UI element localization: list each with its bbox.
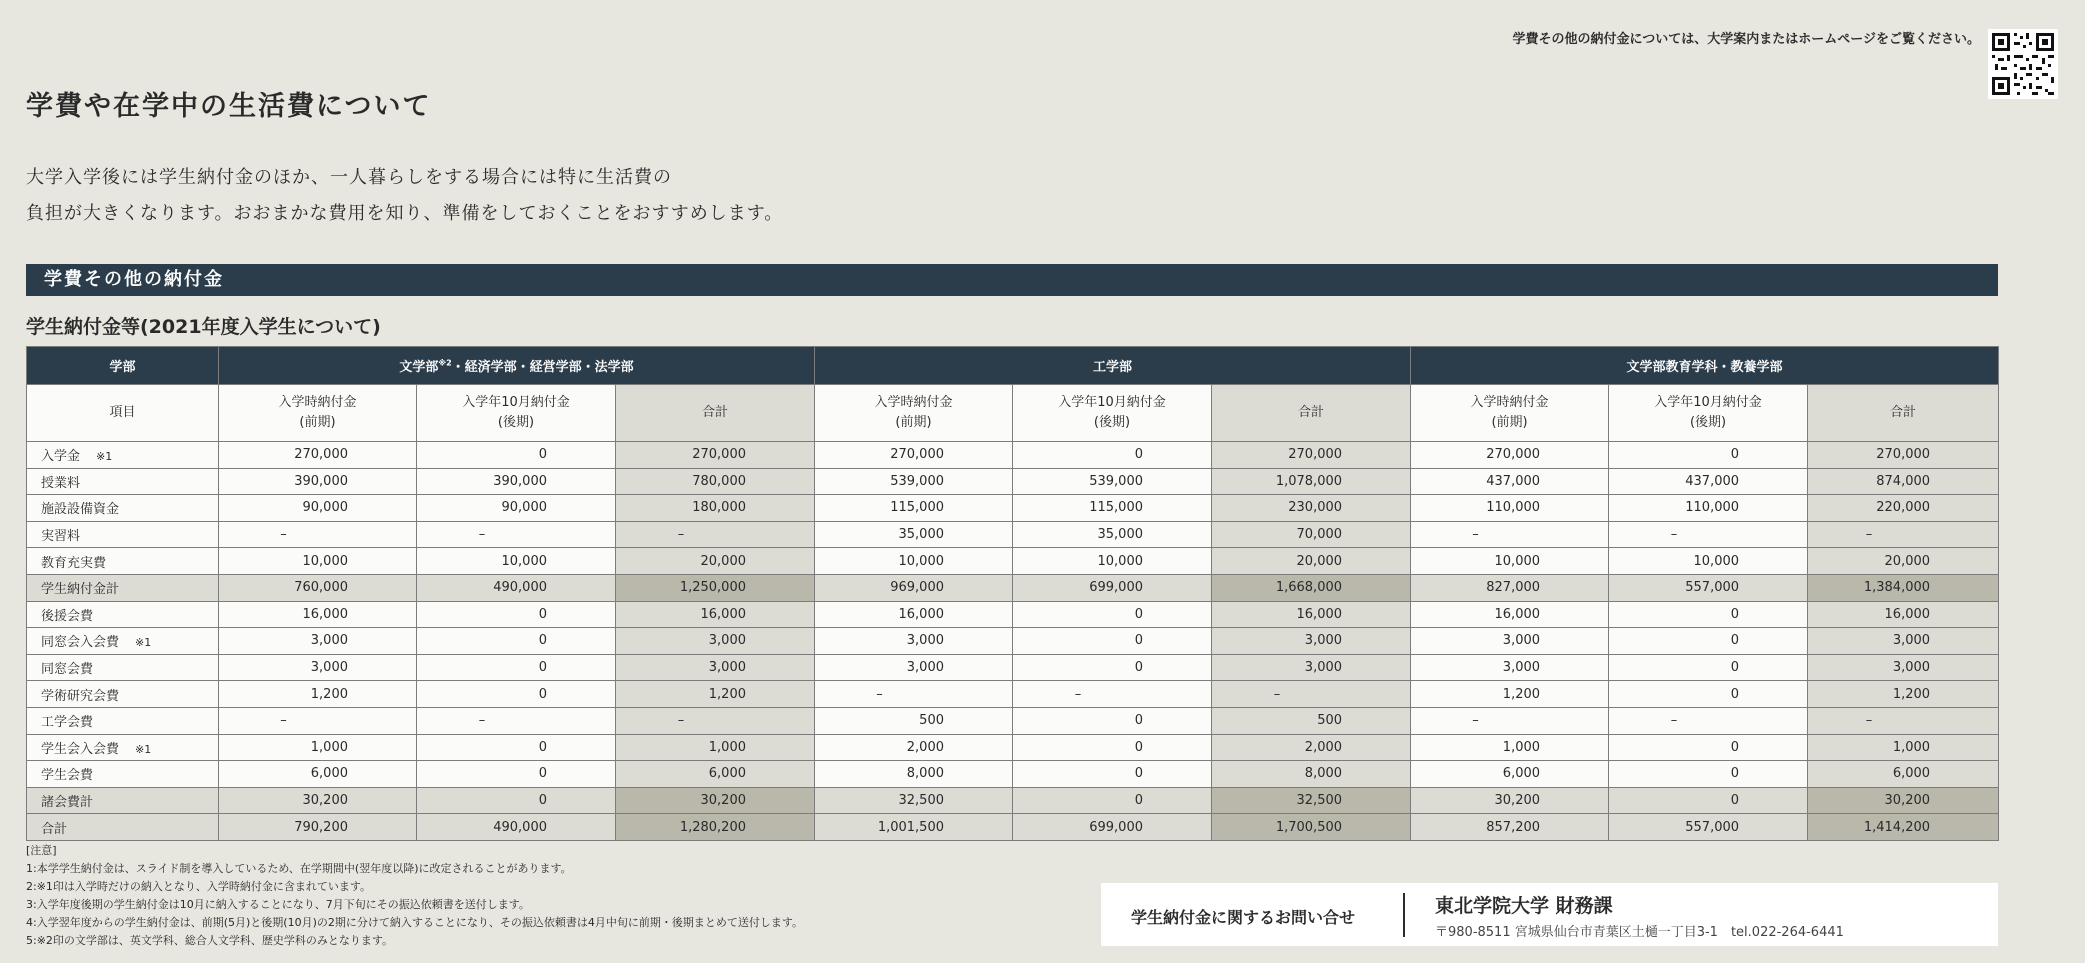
table-cell: 70,000 xyxy=(1212,521,1411,548)
note-line: 1:本学学生納付金は、スライド制を導入しているため、在学期間中(翌年度以降)に改定されることがあります。 xyxy=(26,862,572,875)
row-label: 同窓会費 xyxy=(27,654,219,681)
table-cell: 6,000 xyxy=(1411,761,1609,788)
table-cell: 0 xyxy=(1609,787,1808,814)
fee-table xyxy=(26,346,1999,841)
table-row xyxy=(27,521,1999,548)
table-cell: 1,000 xyxy=(219,734,417,761)
table-cell: 490,000 xyxy=(417,814,616,841)
table-cell: – xyxy=(1808,521,1999,548)
table-cell: 500 xyxy=(1212,707,1411,734)
entry-header: 入学時納付金 (前期) xyxy=(815,385,1013,442)
table-cell: 3,000 xyxy=(219,654,417,681)
table-cell: 1,001,500 xyxy=(815,814,1013,841)
table-cell: 16,000 xyxy=(219,601,417,628)
table-cell: 390,000 xyxy=(219,468,417,495)
table-cell: – xyxy=(1212,681,1411,708)
table-row xyxy=(27,628,1999,655)
total-header: 合計 xyxy=(1212,385,1411,442)
table-cell: 110,000 xyxy=(1411,495,1609,522)
note-line: 5:※2印の文学部は、英文学科、総合人文学科、歴史学科のみとなります。 xyxy=(26,934,394,947)
table-cell: – xyxy=(219,707,417,734)
table-cell: 30,200 xyxy=(219,787,417,814)
table-cell: 6,000 xyxy=(616,761,815,788)
contact-label: 学生納付金に関するお問い合せ xyxy=(1131,908,1356,927)
table-row xyxy=(27,495,1999,522)
table-cell: 437,000 xyxy=(1411,468,1609,495)
row-label: 工学会費 xyxy=(27,707,219,734)
table-cell: 0 xyxy=(417,681,616,708)
table-cell: 0 xyxy=(1013,601,1212,628)
table-cell: 0 xyxy=(417,761,616,788)
table-cell: – xyxy=(1013,681,1212,708)
table-cell: 10,000 xyxy=(1609,548,1808,575)
table-cell: 16,000 xyxy=(1411,601,1609,628)
table-row xyxy=(27,814,1999,841)
table-cell: 32,500 xyxy=(815,787,1013,814)
table-cell: 0 xyxy=(417,654,616,681)
table-cell: – xyxy=(219,521,417,548)
table-row xyxy=(27,574,1999,601)
intro-line: 負担が大きくなります。おおまかな費用を知り、準備をしておくことをおすすめします。 xyxy=(26,203,784,224)
table-cell: 35,000 xyxy=(1013,521,1212,548)
row-label: 後援会費 xyxy=(27,601,219,628)
table-row xyxy=(27,787,1999,814)
table-row xyxy=(27,681,1999,708)
table-cell: 827,000 xyxy=(1411,574,1609,601)
table-cell: – xyxy=(1808,707,1999,734)
row-label: 学生会入会費 ※1 xyxy=(27,734,219,761)
table-cell: 1,000 xyxy=(1411,734,1609,761)
table-cell: 1,200 xyxy=(1411,681,1609,708)
table-cell: – xyxy=(1411,521,1609,548)
october-header: 入学年10月納付金 (後期) xyxy=(1609,385,1808,442)
table-cell: 539,000 xyxy=(1013,468,1212,495)
table-cell: 0 xyxy=(1013,628,1212,655)
row-label: 学生納付金計 xyxy=(27,574,219,601)
table-row xyxy=(27,601,1999,628)
table-cell: 790,200 xyxy=(219,814,417,841)
table-cell: 0 xyxy=(1609,734,1808,761)
table-cell: 3,000 xyxy=(219,628,417,655)
total-header: 合計 xyxy=(1808,385,1999,442)
table-cell: 20,000 xyxy=(616,548,815,575)
table-cell: – xyxy=(1609,707,1808,734)
notes xyxy=(26,842,803,950)
table-cell: 16,000 xyxy=(1212,601,1411,628)
table-cell: – xyxy=(1609,521,1808,548)
note-mark: ※1 xyxy=(96,450,113,464)
table-cell: 270,000 xyxy=(815,442,1013,469)
table-cell: 1,000 xyxy=(616,734,815,761)
table-cell: 16,000 xyxy=(616,601,815,628)
table-cell: 0 xyxy=(417,442,616,469)
row-label: 学術研究会費 xyxy=(27,681,219,708)
table-cell: – xyxy=(417,521,616,548)
table-cell: 30,200 xyxy=(1808,787,1999,814)
table-cell: 10,000 xyxy=(1411,548,1609,575)
table-cell: 699,000 xyxy=(1013,814,1212,841)
table-cell: 1,280,200 xyxy=(616,814,815,841)
contact-org: 東北学院大学 財務課 xyxy=(1435,895,1613,917)
table-cell: 0 xyxy=(417,601,616,628)
row-label: 諸会費計 xyxy=(27,787,219,814)
table-cell: 90,000 xyxy=(219,495,417,522)
table-cell: 0 xyxy=(1609,628,1808,655)
table-cell: 0 xyxy=(1609,761,1808,788)
table-cell: – xyxy=(1411,707,1609,734)
table-cell: 16,000 xyxy=(1808,601,1999,628)
top-note: 学費その他の納付金については、大学案内またはホームページをご覧ください。 xyxy=(1512,32,1980,47)
table-cell: 90,000 xyxy=(417,495,616,522)
table-cell: 8,000 xyxy=(815,761,1013,788)
table-cell: 2,000 xyxy=(815,734,1013,761)
row-label: 授業料 xyxy=(27,468,219,495)
table-cell: 3,000 xyxy=(1212,628,1411,655)
table-cell: 6,000 xyxy=(1808,761,1999,788)
row-label: 合計 xyxy=(27,814,219,841)
intro-text xyxy=(26,160,783,232)
table-cell: – xyxy=(417,707,616,734)
table-cell: 32,500 xyxy=(1212,787,1411,814)
intro-line: 大学入学後には学生納付金のほか、一人暮らしをする場合には特に生活費の xyxy=(26,167,672,188)
table-cell: – xyxy=(815,681,1013,708)
group-header: 工学部 xyxy=(815,347,1411,385)
table-cell: 8,000 xyxy=(1212,761,1411,788)
table-cell: 0 xyxy=(417,787,616,814)
table-cell: 110,000 xyxy=(1609,495,1808,522)
table-cell: 3,000 xyxy=(815,654,1013,681)
table-cell: 1,668,000 xyxy=(1212,574,1411,601)
section-band: 学費その他の納付金 xyxy=(26,264,1998,296)
table-row xyxy=(27,468,1999,495)
table-cell: 0 xyxy=(1013,654,1212,681)
table-cell: 35,000 xyxy=(815,521,1013,548)
note-mark: ※1 xyxy=(135,742,152,756)
table-cell: 539,000 xyxy=(815,468,1013,495)
october-header: 入学年10月納付金 (後期) xyxy=(417,385,616,442)
table-cell: 20,000 xyxy=(1808,548,1999,575)
table-cell: 20,000 xyxy=(1212,548,1411,575)
note-line: 4:入学翌年度からの学生納付金は、前期(5月)と後期(10月)の2期に分けて納入することになり、その振込依頼書は4月中旬に前期・後期まとめて送付します。 xyxy=(26,916,803,929)
table-cell: 1,384,000 xyxy=(1808,574,1999,601)
total-header: 合計 xyxy=(616,385,815,442)
table-cell: 2,000 xyxy=(1212,734,1411,761)
table-cell: 0 xyxy=(1013,707,1212,734)
page-title: 学費や在学中の生活費について xyxy=(26,91,432,122)
table-cell: 1,200 xyxy=(616,681,815,708)
table-cell: 1,000 xyxy=(1808,734,1999,761)
note-line: 2:※1印は入学時だけの納入となり、入学時納付金に含まれています。 xyxy=(26,880,372,893)
contact-address: 〒980-8511 宮城県仙台市青葉区土樋一丁目3-1 tel.022-264-6441 xyxy=(1435,925,1844,940)
table-cell: 1,200 xyxy=(219,681,417,708)
table-cell: 3,000 xyxy=(1411,654,1609,681)
table-cell: 270,000 xyxy=(219,442,417,469)
table-cell: 969,000 xyxy=(815,574,1013,601)
table-cell: 230,000 xyxy=(1212,495,1411,522)
item-header: 項目 xyxy=(27,385,219,442)
table-cell: 874,000 xyxy=(1808,468,1999,495)
table-row xyxy=(27,548,1999,575)
table-row xyxy=(27,734,1999,761)
table-cell: 1,078,000 xyxy=(1212,468,1411,495)
table-cell: – xyxy=(616,707,815,734)
table-cell: 0 xyxy=(417,734,616,761)
table-cell: – xyxy=(616,521,815,548)
table-cell: 1,250,000 xyxy=(616,574,815,601)
table-cell: 500 xyxy=(815,707,1013,734)
group-header: 文学部$^{※2}$・経済学部・経営学部・法学部 xyxy=(219,347,815,385)
table-cell: 16,000 xyxy=(815,601,1013,628)
table-cell: 760,000 xyxy=(219,574,417,601)
table-cell: 3,000 xyxy=(815,628,1013,655)
row-label: 学生会費 xyxy=(27,761,219,788)
table-row xyxy=(27,442,1999,469)
table-cell: 0 xyxy=(1609,681,1808,708)
table-cell: 390,000 xyxy=(417,468,616,495)
table-cell: 0 xyxy=(1609,442,1808,469)
table-cell: 3,000 xyxy=(616,654,815,681)
table-cell: 557,000 xyxy=(1609,574,1808,601)
table-cell: 115,000 xyxy=(1013,495,1212,522)
table-cell: 10,000 xyxy=(815,548,1013,575)
table-row xyxy=(27,654,1999,681)
table-cell: 3,000 xyxy=(1808,628,1999,655)
table-cell: 270,000 xyxy=(1808,442,1999,469)
entry-header: 入学時納付金 (前期) xyxy=(219,385,417,442)
table-row xyxy=(27,707,1999,734)
row-label: 実習料 xyxy=(27,521,219,548)
contact-box xyxy=(1101,883,1998,946)
table-cell: 180,000 xyxy=(616,495,815,522)
table-cell: 10,000 xyxy=(219,548,417,575)
table-row xyxy=(27,761,1999,788)
table-cell: 1,414,200 xyxy=(1808,814,1999,841)
table-cell: 0 xyxy=(417,628,616,655)
table-cell: 437,000 xyxy=(1609,468,1808,495)
table-cell: 270,000 xyxy=(1411,442,1609,469)
table-cell: 115,000 xyxy=(815,495,1013,522)
note-mark: ※1 xyxy=(135,636,152,650)
table-cell: 3,000 xyxy=(616,628,815,655)
table-cell: 557,000 xyxy=(1609,814,1808,841)
table-cell: 0 xyxy=(1013,734,1212,761)
table-cell: 0 xyxy=(1013,442,1212,469)
table-cell: 857,200 xyxy=(1411,814,1609,841)
table-cell: 780,000 xyxy=(616,468,815,495)
row-label: 教育充実費 xyxy=(27,548,219,575)
table-cell: 3,000 xyxy=(1808,654,1999,681)
faculty-header: 学部 xyxy=(27,347,219,385)
table-cell: 220,000 xyxy=(1808,495,1999,522)
table-cell: 0 xyxy=(1013,761,1212,788)
table-cell: 30,200 xyxy=(616,787,815,814)
table-title: 学生納付金等(2021年度入学生について) xyxy=(26,316,381,338)
table-cell: 0 xyxy=(1609,654,1808,681)
note-line: [注意] xyxy=(26,844,57,857)
table-cell: 0 xyxy=(1013,787,1212,814)
row-label: 施設設備資金 xyxy=(27,495,219,522)
table-cell: 3,000 xyxy=(1212,654,1411,681)
row-label: 同窓会入会費 ※1 xyxy=(27,628,219,655)
group-header: 文学部教育学科・教養学部 xyxy=(1411,347,1999,385)
qr-code-icon xyxy=(1988,29,2058,99)
table-cell: 10,000 xyxy=(1013,548,1212,575)
table-cell: 6,000 xyxy=(219,761,417,788)
table-cell: 1,200 xyxy=(1808,681,1999,708)
entry-header: 入学時納付金 (前期) xyxy=(1411,385,1609,442)
october-header: 入学年10月納付金 (後期) xyxy=(1013,385,1212,442)
divider xyxy=(1403,893,1405,937)
table-cell: 490,000 xyxy=(417,574,616,601)
table-cell: 270,000 xyxy=(1212,442,1411,469)
table-cell: 270,000 xyxy=(616,442,815,469)
table-cell: 30,200 xyxy=(1411,787,1609,814)
table-cell: 699,000 xyxy=(1013,574,1212,601)
table-cell: 0 xyxy=(1609,601,1808,628)
table-cell: 3,000 xyxy=(1411,628,1609,655)
table-cell: 10,000 xyxy=(417,548,616,575)
table-cell: 1,700,500 xyxy=(1212,814,1411,841)
note-line: 3:入学年度後期の学生納付金は10月に納入することになり、7月下旬にその振込依頼書を送付します。 xyxy=(26,898,530,911)
row-label: 入学金 ※1 xyxy=(27,442,219,469)
